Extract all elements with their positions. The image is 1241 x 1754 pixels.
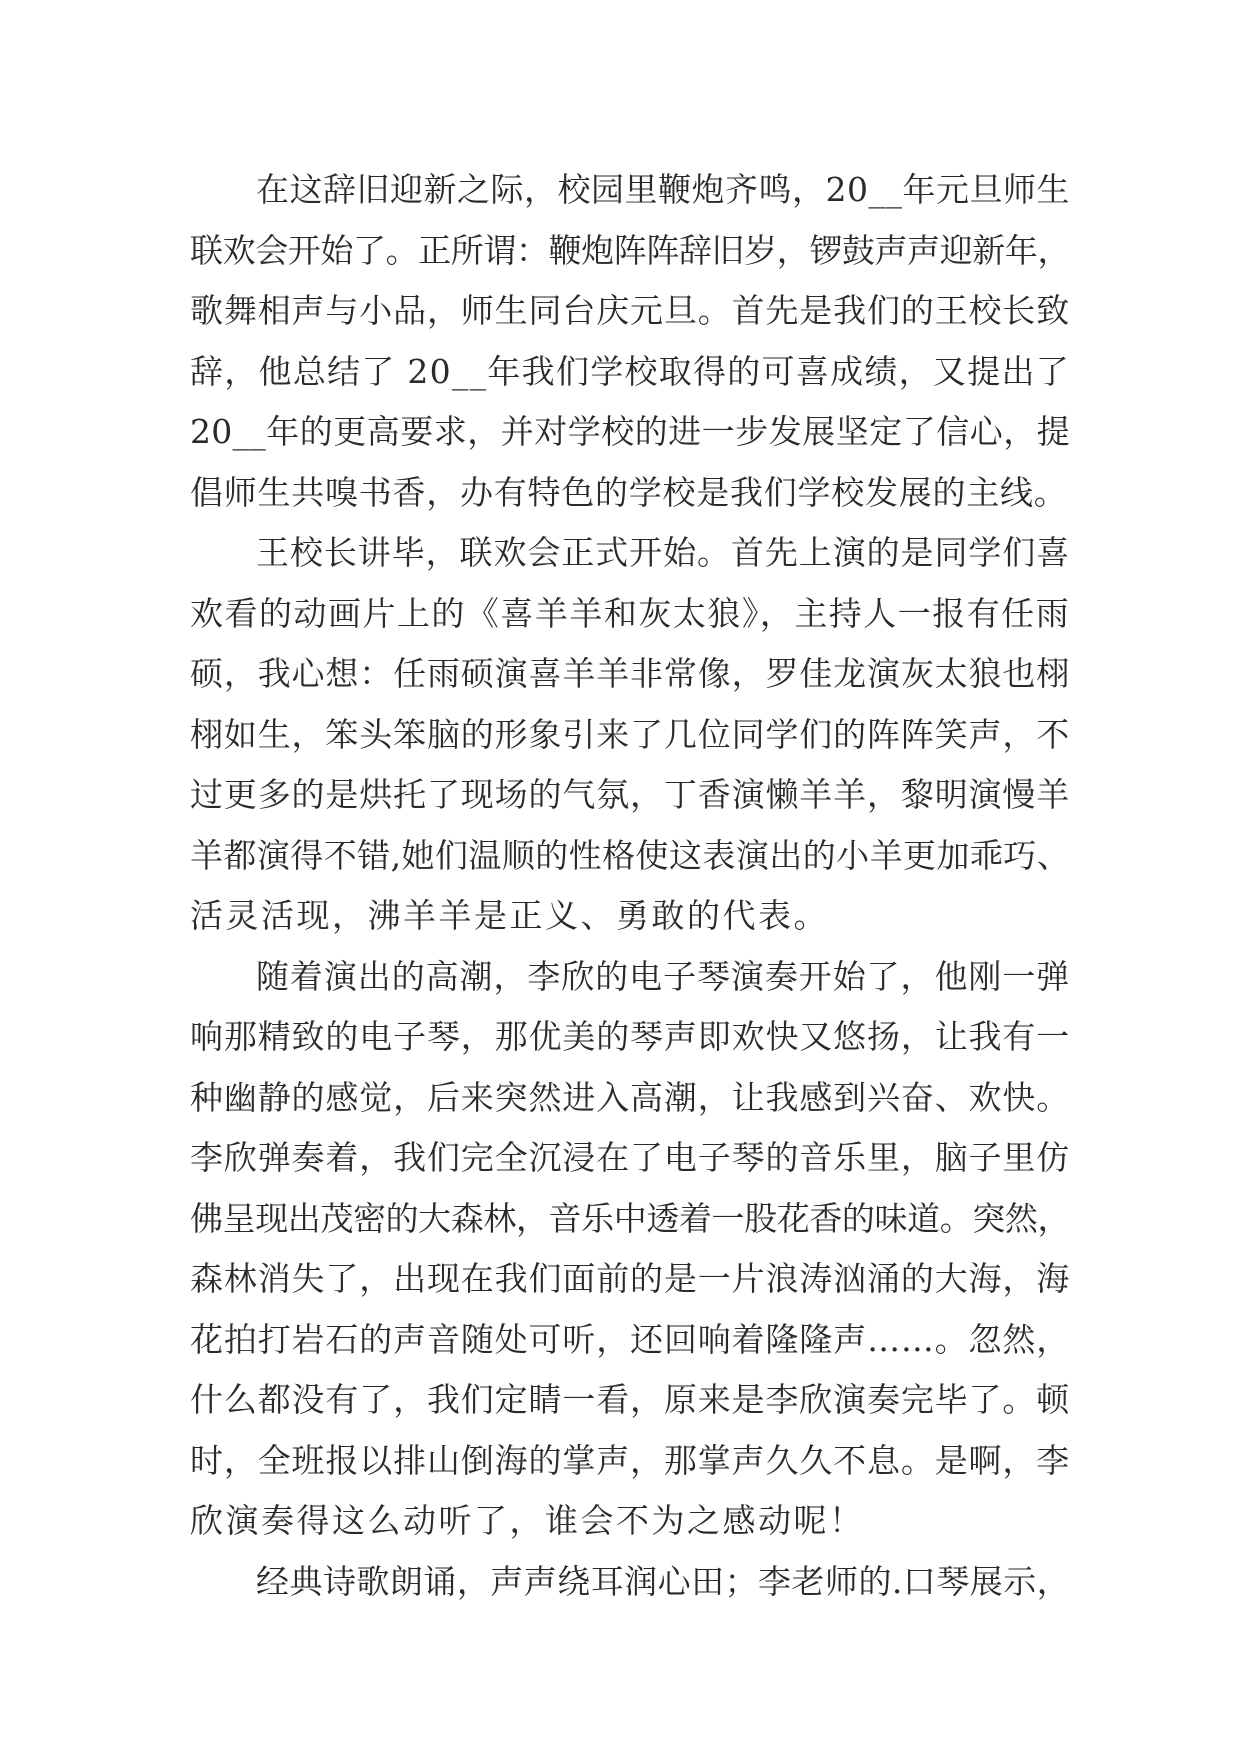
text-line: 森林消失了，出现在我们面前的是一片浪涛汹涌的大海，海 <box>190 1259 1070 1298</box>
paragraph-1 <box>190 160 1070 523</box>
text-line: 时，全班报以排山倒海的掌声，那掌声久久不息。是啊，李 <box>190 1440 1070 1480</box>
paragraph-4 <box>190 1552 1070 1613</box>
paragraph-2 <box>190 523 1070 947</box>
text-line: 响那精致的电子琴，那优美的琴声即欢快又悠扬，让我有一 <box>190 1017 1070 1056</box>
text-line: 歌舞相声与小品，师生同台庆元旦。首先是我们的王校长致 <box>190 291 1070 330</box>
text-line: 20__年的更高要求，并对学校的进一步发展坚定了信心，提 <box>190 412 1070 451</box>
paragraph-3 <box>190 947 1070 1552</box>
text-line: 活灵活现，沸羊羊是正义、勇敢的代表。 <box>190 896 829 935</box>
text-line: 辞，他总结了 20__年我们学校取得的可喜成绩，又提出了 <box>190 351 1070 391</box>
text-line: 过更多的是烘托了现场的气氛，丁香演懒羊羊，黎明演慢羊 <box>190 775 1070 814</box>
document-body <box>190 160 1070 1612</box>
text-line: 种幽静的感觉，后来突然进入高潮，让我感到兴奋、欢快。 <box>190 1077 1070 1117</box>
text-line: 欢看的动画片上的《喜羊羊和灰太狼》，主持人一报有任雨 <box>190 593 1070 633</box>
text-line: 王校长讲毕，联欢会正式开始。首先上演的是同学们喜 <box>256 533 1070 572</box>
text-line: 经典诗歌朗诵，声声绕耳润心田；李老师的.口琴展示， <box>256 1561 1070 1601</box>
text-line: 花拍打岩石的声音随处可听，还回响着隆隆声……。忽然， <box>190 1319 1070 1359</box>
text-line: 随着演出的高潮，李欣的电子琴演奏开始了，他刚一弹 <box>256 956 1070 996</box>
text-line: 倡师生共嗅书香，办有特色的学校是我们学校发展的主线。 <box>190 472 1068 512</box>
text-line: 羊都演得不错,她们温顺的性格使这表演出的小羊更加乖巧、 <box>190 835 1070 875</box>
text-line: 欣演奏得这么动听了，谁会不为之感动呢！ <box>190 1501 865 1540</box>
text-line: 栩如生，笨头笨脑的形象引来了几位同学们的阵阵笑声，不 <box>190 714 1070 754</box>
text-line: 联欢会开始了。正所谓：鞭炮阵阵辞旧岁，锣鼓声声迎新年， <box>190 230 1070 270</box>
text-line: 佛呈现出茂密的大森林，音乐中透着一股花香的味道。突然， <box>190 1198 1070 1238</box>
text-line: 什么都没有了，我们定睛一看，原来是李欣演奏完毕了。顿 <box>190 1380 1070 1419</box>
text-line: 在这辞旧迎新之际，校园里鞭炮齐鸣，20__年元旦师生 <box>256 170 1070 209</box>
text-line: 硕，我心想：任雨硕演喜羊羊非常像，罗佳龙演灰太狼也栩 <box>190 654 1070 693</box>
text-line: 李欣弹奏着，我们完全沉浸在了电子琴的音乐里，脑子里仿 <box>190 1138 1070 1177</box>
